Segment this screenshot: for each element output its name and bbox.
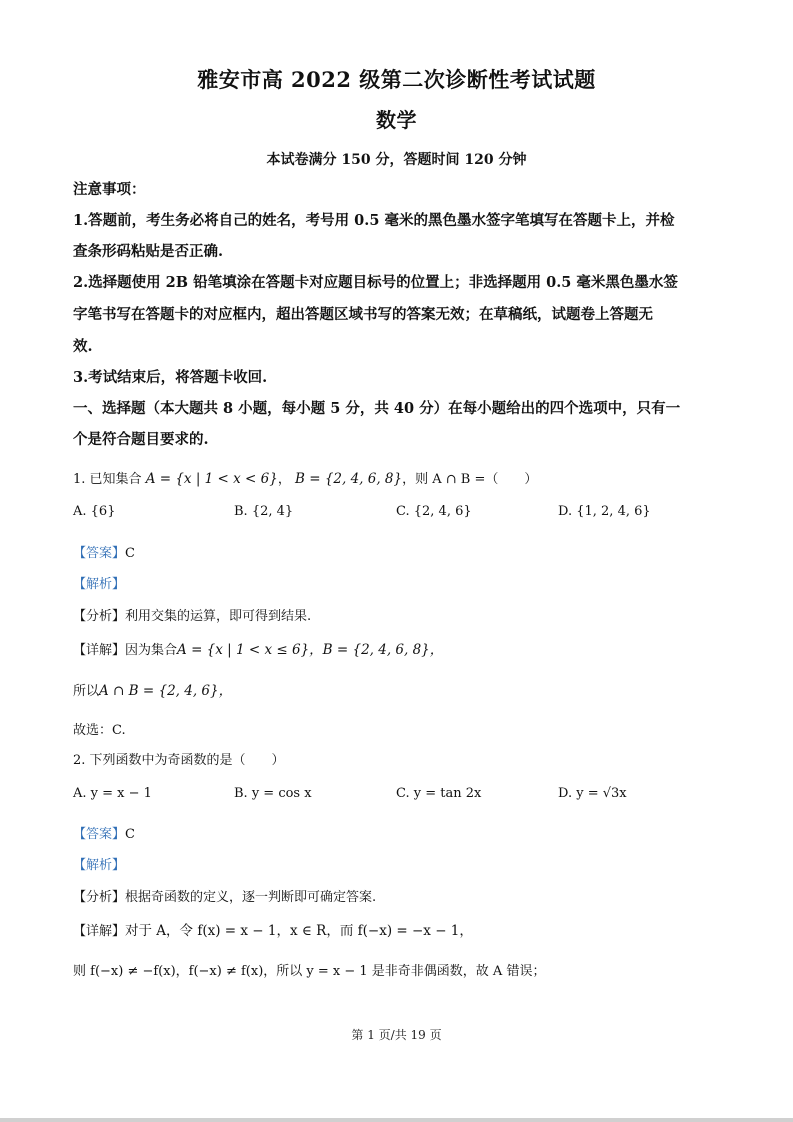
q1-stem-prefix: 1. 已知集合 — [73, 472, 142, 487]
q1-fenxi-tag: 【分析】 — [73, 609, 126, 624]
q2-answer-value: C — [125, 827, 135, 842]
q2-answer-tag: 【答案】 — [73, 827, 126, 842]
note-3: 3.考试结束后，将答题卡收回. — [73, 369, 268, 386]
q1-suoyi — [73, 682, 723, 701]
q1-option-c: C. {2, 4, 6} — [396, 504, 472, 519]
exam-title: 雅安市高 2022 级第二次诊断性考试试题 — [197, 67, 596, 92]
q1-set-b: B = {2, 4, 6, 8} — [295, 471, 403, 487]
q2-xiangjie-line: 对于 A，令 f(x) = x − 1，x ∈ R，而 f(−x) = −x − 1， — [125, 923, 473, 939]
note-2-line-2: 字笔书写在答题卡的对应框内，超出答题区域书写的答案无效；在草稿纸，试题卷上答题无 — [73, 306, 653, 323]
page-footer: 第 1 页/共 19 页 — [351, 1028, 442, 1042]
q1-guxuan: 故选：C. — [73, 723, 126, 738]
q1-option-a: A. {6} — [73, 504, 116, 519]
exam-info: 本试卷满分 150 分，答题时间 120 分钟 — [266, 152, 527, 168]
q1-stem: 1. 已知集合 A = {x | 1 < x < 6}， B = {2, 4, 6, 8}，则 A ∩ B =（ ） — [73, 471, 538, 487]
q2-option-d: D. y = √3x — [558, 786, 627, 801]
q1-xiangjie-tag: 【详解】 — [73, 643, 126, 658]
q2-option-c: C. y = tan 2x — [396, 786, 482, 801]
q2-analysis — [73, 857, 723, 875]
notes-heading: 注意事项： — [73, 181, 146, 198]
q1-answer — [73, 545, 723, 563]
q2-option-a: A. y = x − 1 — [73, 786, 152, 801]
q2-fenxi-tag: 【分析】 — [73, 890, 126, 905]
q2-fenxi-text: 根据奇函数的定义，逐一判断即可确定答案. — [125, 890, 377, 905]
q1-fenxi — [73, 608, 723, 626]
q1-set-a: A = {x | 1 < x < 6} — [145, 471, 278, 487]
q1-xiangjie — [73, 641, 723, 660]
section-1-heading-line-1: 一、选择题（本大题共 8 小题，每小题 5 分，共 40 分）在每小题给出的四个选项中，只有一 — [73, 400, 681, 417]
note-1-line-1: 1.答题前，考生务必将自己的姓名，考号用 0.5 毫米的黑色墨水签字笔填写在答题卡上，并检 — [73, 212, 675, 229]
note-2-line-1: 2.选择题使用 2B 铅笔填涂在答题卡对应题目标号的位置上；非选择题用 0.5 毫米黑色墨水签 — [73, 274, 678, 291]
note-1-line-2: 查条形码粘贴是否正确. — [73, 243, 224, 260]
q1-answer-value: C — [125, 546, 135, 561]
q1-option-d: D. {1, 2, 4, 6} — [558, 504, 651, 519]
q1-option-b: B. {2, 4} — [234, 504, 294, 519]
q2-ze-line: 则 f(−x) ≠ −f(x)，f(−x) ≠ f(x)，所以 y = x − 1 是非奇非偶函数，故 A 错误； — [73, 964, 546, 979]
q2-option-b: B. y = cos x — [234, 786, 312, 801]
subject-title: 数学 — [376, 108, 417, 132]
q2-xiangjie-tag: 【详解】 — [73, 924, 126, 939]
q1-analysis — [73, 576, 723, 594]
q2-stem: 2. 下列函数中为奇函数的是（ ） — [73, 753, 285, 768]
q1-suoyi-math: A ∩ B = {2, 4, 6}， — [99, 683, 233, 699]
q1-xiangjie-prefix: 因为集合 — [125, 643, 178, 658]
q1-stem-suffix: ，则 A ∩ B =（ ） — [402, 472, 538, 487]
q1-fenxi-text: 利用交集的运算，即可得到结果. — [125, 609, 312, 624]
page-bottom-edge — [0, 1118, 793, 1122]
q2-xiangjie — [73, 922, 723, 941]
q2-answer — [73, 826, 723, 844]
q2-fenxi — [73, 889, 723, 907]
q1-suoyi-prefix: 所以 — [73, 684, 100, 699]
section-1-heading-line-2: 个是符合题目要求的. — [73, 431, 209, 448]
q2-analysis-tag: 【解析】 — [73, 858, 126, 873]
note-2-line-3: 效. — [73, 338, 93, 355]
q1-answer-tag: 【答案】 — [73, 546, 126, 561]
q1-analysis-tag: 【解析】 — [73, 577, 126, 592]
q1-xiangjie-math: A = {x | 1 < x ≤ 6}，B = {2, 4, 6, 8}， — [177, 642, 444, 658]
